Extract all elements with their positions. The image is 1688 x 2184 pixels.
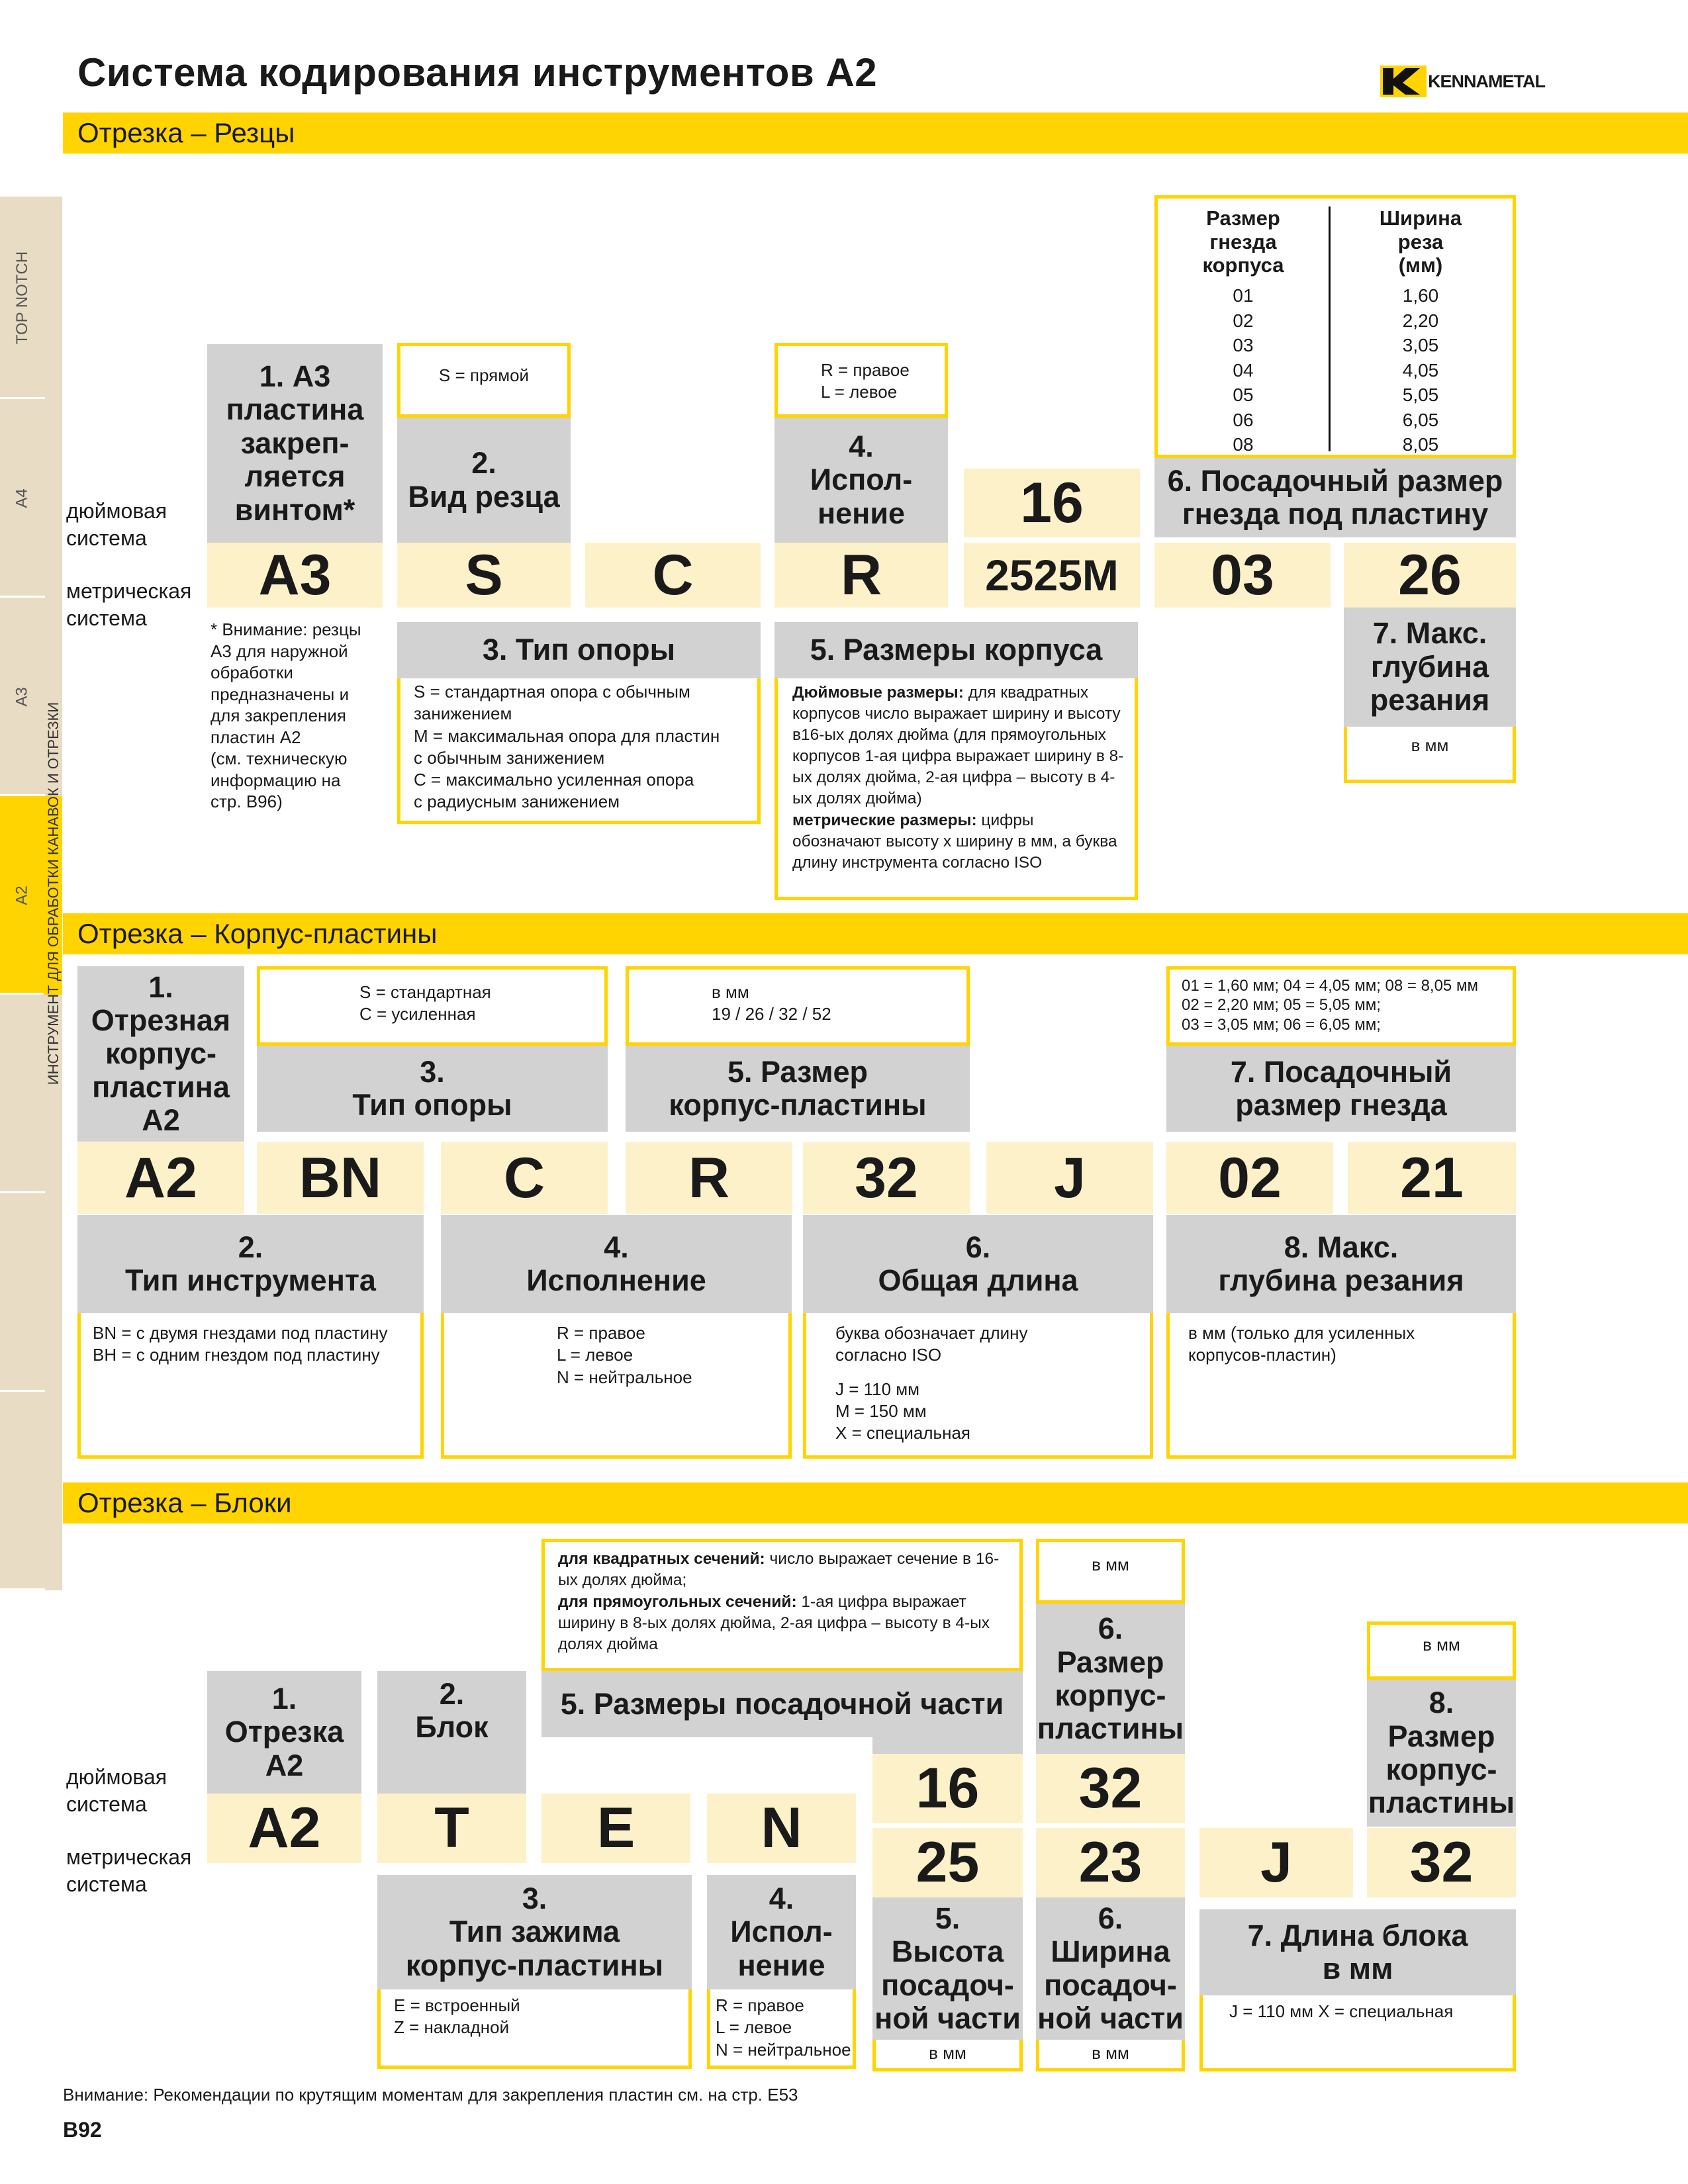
inch-system-label: дюймовая система xyxy=(66,1765,167,1816)
s2-options-max-depth: в мм (только для усиленных корпусов-пластин) xyxy=(1166,1313,1516,1459)
s3-header-seat-size: 5. Размеры посадочной части xyxy=(541,1671,1023,1737)
metric-system-label: метрическая система xyxy=(66,579,192,630)
s1-option-box-execution: R = правое L = левое xyxy=(774,343,948,418)
s3-code-metric-23: 23 xyxy=(1036,1828,1185,1897)
s2-header-cutoff-blade: 1. Отрезная корпус- пластина А2 xyxy=(77,966,244,1142)
s2-options-total-length-text: буква обозначает длину согласно ISO xyxy=(835,1323,1028,1365)
s2-option-box-support: S = стандартная C = усиленная xyxy=(257,966,608,1046)
side-tab-blank-2 xyxy=(0,1193,45,1392)
side-tab-blank-3 xyxy=(0,1392,45,1590)
s1-code-03: 03 xyxy=(1154,543,1331,608)
section-title-blades: Отрезка – Корпус-пластины xyxy=(63,913,1688,954)
s3-code-inch-16: 16 xyxy=(872,1754,1023,1823)
s1-code-inch-16: 16 xyxy=(964,469,1140,537)
s3-header-seat-height: 5. Высота посадоч- ной части xyxy=(872,1897,1023,2040)
s3-unit-box-blade-size-8 xyxy=(1367,1621,1516,1680)
s3-header-blade-size-top: 6. Размер корпус- пластины xyxy=(1036,1604,1185,1754)
s1-body-size-inch-bold: Дюймовые размеры: xyxy=(792,684,964,702)
s3-header-blade-size-8: 8. Размер корпус- пластины xyxy=(1367,1680,1516,1827)
s1-body-size-inch-text: для квадратных корпусов число выражает ширину и высоту в16-ых долях дюйма (для прямоугольных корпусов 1-ая цифра выражает ширину в 8-ых долях дюйма, 2-ая цифра – высоту в 4-ых долях дюйма) xyxy=(792,684,1124,808)
s2-header-total-length: 6. Общая длина xyxy=(803,1215,1153,1313)
s1-header-insert-a3: 1. А3 пластина закреп- ляется винтом* xyxy=(207,344,383,543)
s1-max-depth-unit: в мм xyxy=(1411,735,1449,755)
s1-code-metric-2525m: 2525M xyxy=(964,543,1140,608)
s1-body-size-metric-text: цифры обозначают высоту x ширину в мм, а буква длину инструмента согласно ISO xyxy=(792,811,1117,872)
side-tab-label: TOP NOTCH xyxy=(13,251,31,345)
page-title: Система кодирования инструментов А2 xyxy=(77,50,878,95)
side-tab-blank-1 xyxy=(0,995,45,1193)
s1-code-26: 26 xyxy=(1344,543,1516,608)
side-tab-label: A3 xyxy=(13,687,31,707)
s3-header-clamp-type: 3. Тип зажима корпус-пластины xyxy=(377,1875,692,1989)
s1-code-s: S xyxy=(397,543,571,608)
kennametal-logo xyxy=(1380,65,1545,98)
s3-seat-rect-text: 1-ая цифра выражает ширину в 8-ых долях дюйма, 2-ая цифра – высоту в 4-ых долях дюйма xyxy=(558,1592,990,1654)
s3-header-execution: 4. Испол- нение xyxy=(707,1875,856,1989)
side-tab-label: A2 xyxy=(13,886,31,905)
s1-header-execution: 4. Испол- нение xyxy=(774,418,948,543)
s3-options-execution: R = правое L = левое N = нейтральное xyxy=(707,1989,856,2069)
page-number: B92 xyxy=(63,2118,102,2142)
s1-body-size-description xyxy=(774,678,1138,900)
side-section-label: ИНСТРУМЕНТ ДЛЯ ОБРАБОТКИ КАНАВОК И ОТРЕЗКИ xyxy=(45,702,62,1085)
s2-code-32: 32 xyxy=(803,1142,970,1214)
s1-options-support-type: S = стандартная опора с обычным занижением M = максимальная опора для пластин с обычным занижением C = максимально усиленная опора с радиусным занижением xyxy=(397,678,761,824)
s2-header-support-type: 3. Тип опоры xyxy=(257,1046,608,1132)
s2-code-bn: BN xyxy=(257,1142,424,1214)
s3-unit-text: в мм xyxy=(1423,1635,1460,1655)
s1-header-support-type: 3. Тип опоры xyxy=(397,622,761,678)
s3-header-cutoff-a2: 1. Отрезка А2 xyxy=(207,1671,361,1794)
s2-options-execution: R = правое L = левое N = нейтральное xyxy=(441,1313,792,1459)
s3-code-j: J xyxy=(1199,1828,1353,1897)
s2-options-total-length-values: J = 110 мм M = 150 мм X = специальная xyxy=(835,1379,971,1443)
s3-code-inch-32: 32 xyxy=(1036,1754,1185,1823)
s2-code-r: R xyxy=(626,1142,792,1214)
s3-options-block-length: J = 110 мм X = специальная xyxy=(1199,1995,1516,2071)
s2-options-tool-type: BN = с двумя гнездами под пластину BH = с одним гнездом под пластину xyxy=(77,1313,424,1459)
s2-option-box-blade-size: в мм 19 / 26 / 32 / 52 xyxy=(626,966,970,1046)
s1-header-cutter-type: 2. Вид резца xyxy=(397,418,571,543)
s3-unit-text: в мм xyxy=(929,2043,966,2063)
logo-text: KENNAMETAL xyxy=(1428,71,1545,91)
s1-note-a3: * Внимание: резцы А3 для наружной обработки предназначены и для закрепления пластин А2 (см. техническую информацию на стр. B96) xyxy=(211,619,361,811)
s1-seat-size-table xyxy=(1154,195,1516,458)
s1-max-depth-unit-box xyxy=(1344,727,1516,783)
s2-header-tool-type: 2. Тип инструмента xyxy=(77,1215,424,1313)
s1-header-body-size: 5. Размеры корпуса xyxy=(774,622,1138,678)
table-header-seat-size: Размер гнезда корпуса xyxy=(1202,206,1284,277)
s2-options-total-length xyxy=(803,1313,1153,1459)
s1-header-seat-size: 6. Посадочный размер гнезда под пластину xyxy=(1154,458,1516,537)
s3-header-block-length: 7. Длина блока в мм xyxy=(1199,1909,1516,1995)
s3-seat-rect-bold: для прямоугольных сечений: xyxy=(558,1592,797,1611)
s3-code-t: T xyxy=(377,1794,526,1863)
inch-system-label: дюймовая система xyxy=(66,499,167,550)
table-header-cut-width: Ширина реза (мм) xyxy=(1379,206,1462,277)
s1-body-size-metric-bold: метрические размеры: xyxy=(792,811,977,829)
s1-code-a3: A3 xyxy=(207,543,383,608)
s3-unit-box-seat-height xyxy=(872,2040,1023,2071)
s1-header-max-depth: 7. Макс. глубина резания xyxy=(1344,608,1516,727)
metric-system-label: метрическая система xyxy=(66,1845,192,1896)
kennametal-k-icon xyxy=(1380,66,1427,97)
s3-seat-square-text: число выражает сечение в 16-ых долях дюйма; xyxy=(558,1550,1000,1590)
s1-option-text: S = прямой xyxy=(438,365,530,385)
table-column-seat-size: 01 02 03 04 05 06 08 xyxy=(1233,285,1254,455)
s2-header-seat-size: 7. Посадочный размер гнезда xyxy=(1166,1046,1516,1132)
s3-seat-square-bold: для квадратных сечений: xyxy=(558,1550,765,1568)
s2-code-02: 02 xyxy=(1166,1142,1333,1214)
s3-options-clamp-type: E = встроенный Z = накладной xyxy=(377,1989,692,2069)
s2-option-box-seat-size: 01 = 1,60 мм; 04 = 4,05 мм; 08 = 8,05 мм 02 = 2,20 мм; 05 = 5,05 мм; 03 = 3,05 мм; 06 = 6,05 мм; xyxy=(1166,966,1516,1046)
section-title-blocks: Отрезка – Блоки xyxy=(63,1482,1688,1524)
s2-code-j: J xyxy=(986,1142,1153,1214)
s2-header-max-depth: 8. Макс. глубина резания xyxy=(1166,1215,1516,1313)
s3-code-32: 32 xyxy=(1367,1828,1516,1897)
s3-unit-text: в мм xyxy=(1092,1555,1129,1574)
s3-code-metric-25: 25 xyxy=(872,1828,1023,1897)
s2-code-21: 21 xyxy=(1348,1142,1516,1214)
s1-option-box-cutter-type xyxy=(397,343,571,418)
s3-seat-size-description xyxy=(541,1539,1023,1671)
table-column-cut-width: 1,60 2,20 3,05 4,05 5,05 6,05 8,05 xyxy=(1402,285,1439,455)
s3-code-a2: A2 xyxy=(207,1794,361,1863)
s2-header-blade-size: 5. Размер корпус-пластины xyxy=(626,1046,970,1132)
s3-unit-text: в мм xyxy=(1092,2043,1129,2063)
s1-code-r: R xyxy=(774,543,948,608)
section-title-cutters: Отрезка – Резцы xyxy=(63,113,1688,154)
s2-header-execution: 4. Исполнение xyxy=(441,1215,792,1313)
s3-code-e: E xyxy=(541,1794,690,1863)
s3-code-n: N xyxy=(707,1794,856,1863)
s3-unit-box-seat-width xyxy=(1036,2040,1185,2071)
s1-code-c: C xyxy=(585,543,761,608)
footer-note: Внимание: Рекомендации по крутящим моментам для закрепления пластин см. на стр. E53 xyxy=(63,2085,798,2105)
s2-code-c: C xyxy=(441,1142,608,1214)
s3-header-seat-width: 6. Ширина посадоч- ной части xyxy=(1036,1897,1185,2040)
s2-code-a2: A2 xyxy=(77,1142,244,1214)
s3-unit-box-blade-size xyxy=(1036,1539,1185,1604)
s3-header-block: 2. Блок xyxy=(377,1671,526,1794)
side-tab-label: A4 xyxy=(13,488,31,508)
